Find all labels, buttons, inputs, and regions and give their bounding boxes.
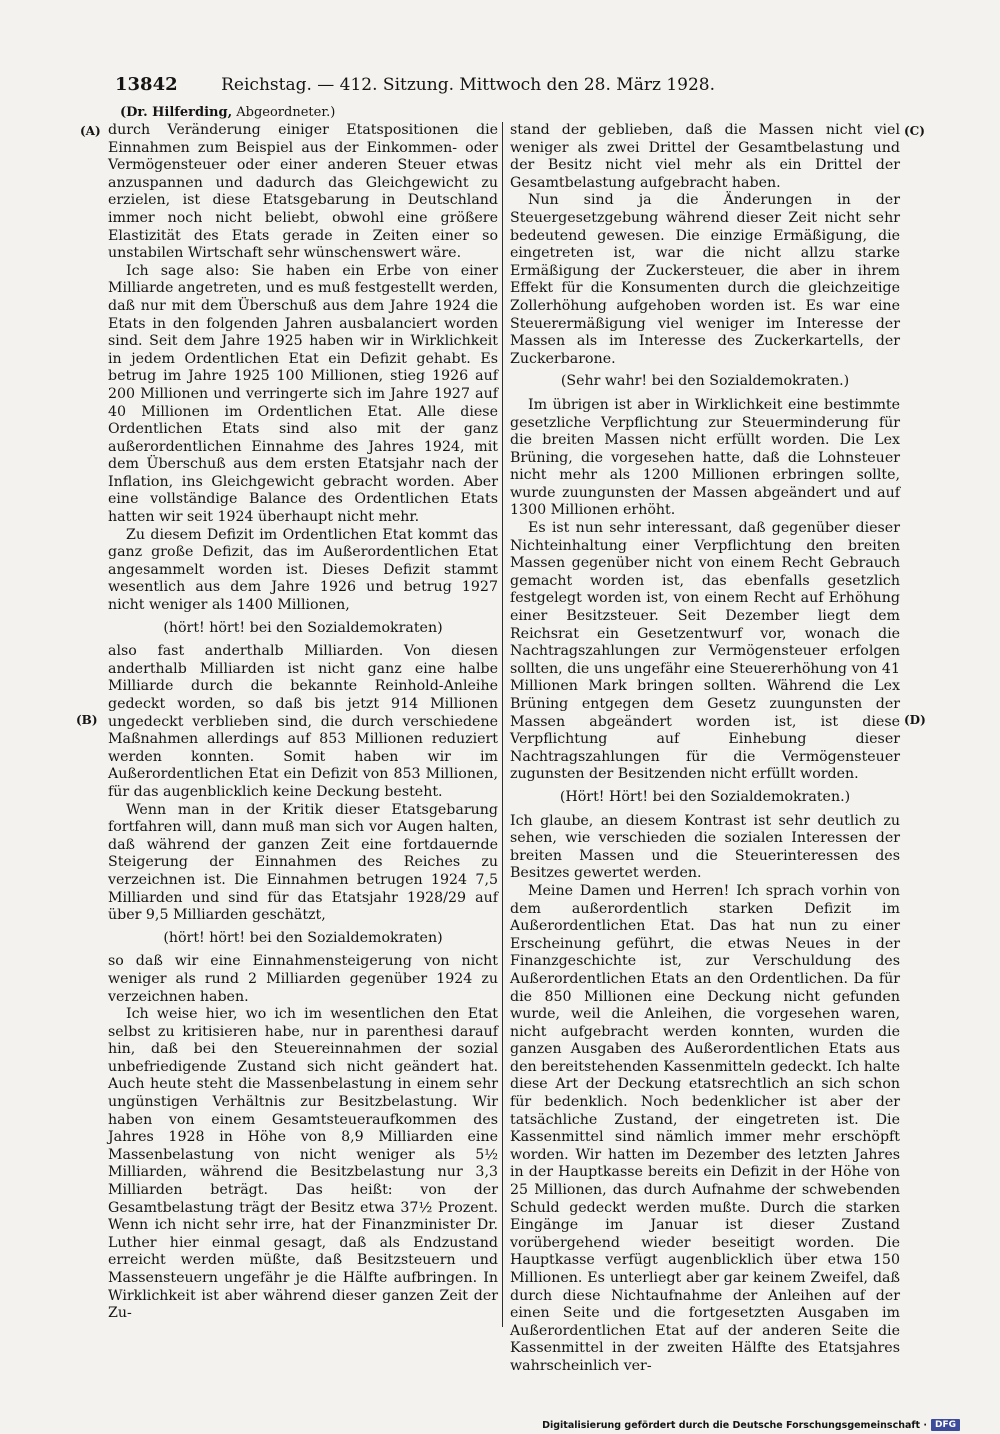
paragraph: Zu diesem Defizit im Ordentlichen Etat kommt das ganz große Defizit, das im Außerordentlichen Etat angesammelt worden ist. Dieses Defizit stammt wesentlich aus dem Jahre 1926 und betrug 1927 nicht weniger als 1400 Millionen, (108, 526, 498, 614)
margin-mark-c: (C) (904, 124, 925, 138)
interjection: (hört! hört! bei den Sozialdemokraten) (163, 619, 443, 636)
interjection: (hört! hört! bei den Sozialdemokraten) (163, 929, 443, 946)
paragraph: Ich weise hier, wo ich im wesentlichen den Etat selbst zu kritisieren habe, nur in parenthesi darauf hin, daß bei den Steuereinnahmen der sozial unbefriedigende Zustand sich nicht geändert hat. Auch heute steht die Massenbelastung in einem sehr ungünstigen Verhältnis zur Besitzbelastung. Wir haben von einem Gesamtsteueraufkommen des Jahres 1928 in Höhe von 8,9 Milliarden eine Massenbelastung von nicht weniger als 5½ Milliarden, während die Besitzbelastung nur 3,3 Milliarden beträgt. Das heißt: von der Gesamtbelastung trägt der Besitz etwa 37½ Prozent. Wenn ich nicht sehr irre, hat der Finanzminister Dr. Luther hier einmal gesagt, daß als Endzustand erreicht werden müßte, daß Besitzsteuern und Massensteuern ungefähr je die Hälfte aufbringen. In Wirklichkeit ist aber während dieser ganzen Zeit der Zu- (108, 1006, 498, 1322)
page-title: Reichstag. — 412. Sitzung. Mittwoch den 28. März 1928. (221, 75, 715, 95)
paragraph: Ich sage also: Sie haben ein Erbe von einer Milliarde angetreten, und es muß festgestellt werden, daß nur mit dem Überschuß aus dem Jahre 1924 die Etats in den folgenden Jahren ausbalanciert worden sind. Seit dem Jahre 1925 haben wir in Wirklichkeit in jedem Ordentlichen Etat ein Defizit gehabt. Es betrug im Jahre 1925 100 Millionen, stieg 1926 auf 200 Millionen und verringerte sich im Jahre 1927 auf 40 Millionen im Ordentlichen Etat. Alle diese Ordentlichen Etats sind also mit der ganz außerordentlichen Einnahme des Jahres 1924, mit dem Überschuß aus dem ersten Etatsjahr nach der Inflation, ins Gleichgewicht gebracht worden. Aber eine vollständige Balance des Ordentlichen Etats hatten wir seit 1924 überhaupt nicht mehr. (108, 262, 498, 526)
speaker-line (120, 105, 335, 120)
paragraph: Ich glaube, an diesem Kontrast ist sehr deutlich zu sehen, wie verschieden die sozialen Interessen der breiten Massen und die Steuerinteressen des Besitzes gewertet werden. (510, 812, 900, 882)
dfg-logo-icon: DFG (931, 1419, 960, 1431)
page-number: 13842 (115, 74, 178, 95)
paragraph: Nun sind ja die Änderungen in der Steuergesetzgebung während dieser Zeit nicht sehr bedeutend gewesen. Die einzige Ermäßigung, die eingetreten ist, war die nicht allzu starke Ermäßigung der Zuckersteuer, die aber in ihrem Effekt für die Konsumenten durch die gleichzeitige Zollerhöhung aufgehoben worden ist. Es war eine Steuerermäßigung viel weniger im Interesse der Massen als im Interesse des Zuckerkartells, der Zuckerbarone. (510, 192, 900, 367)
column-divider (502, 122, 503, 1327)
paragraph: also fast anderthalb Milliarden. Von diesen anderthalb Milliarden ist nicht ganz eine halbe Milliarde durch die bekannte Reinhold-Anleihe gedeckt worden, so daß bis jetzt 914 Millionen ungedeckt verblieben sind, die durch verschiedene Maßnahmen allerdings auf 853 Millionen reduziert werden konnten. Somit haben wir im Außerordentlichen Etat ein Defizit von 853 Millionen, für das augenblicklich keine Deckung besteht. (108, 643, 498, 800)
speaker-role: Abgeordneter.) (236, 105, 336, 120)
margin-mark-d: (D) (904, 713, 926, 727)
paragraph: stand der geblieben, daß die Massen nicht viel weniger als zwei Drittel der Gesamtbelastung und der Besitz nicht viel mehr als ein Drittel der Gesamtbelastung aufgebracht haben. (510, 122, 900, 191)
paragraph: Meine Damen und Herren! Ich sprach vorhin von dem außerordentlich starken Defizit im Außerordentlichen Etat. Das hat nun zu einer Erscheinung geführt, die etwas Neues in der Finanzgeschichte ist, zur Verschuldung des Außerordentlichen Etats an den Ordentlichen. Da für die 850 Millionen eine Deckung nicht gefunden wurde, weil die Anleihen, die vorgesehen waren, nicht aufgebracht werden konnten, wurden die ganzen Ausgaben des Außerordentlichen Etats aus den bereitstehenden Kassenmitteln gedeckt. Ich halte diese Art der Deckung etatsrechtlich an sich schon für bedenklich. Noch bedenklicher ist aber der tatsächliche Zustand, der eingetreten ist. Die Kassenmittel sind nämlich immer mehr erschöpft worden. Wir hatten im Dezember des letzten Jahres in der Hauptkasse bereits ein Defizit in der Höhe von 25 Millionen, das durch Aufnahme der schwebenden Schuld gedeckt werden mußte. Durch die starken Eingänge im Januar ist dieser Zustand vorübergehend wieder beseitigt worden. Die Hauptkasse verfügt augenblicklich über etwa 150 Millionen. Es unterliegt aber gar keinem Zweifel, daß durch diese Nichtaufnahme der Anleihen auf der einen Seite und die fortgesetzten Ausgaben im Außerordentlichen Etat auf der anderen Seite die Kassenmittel in der zweiten Hälfte des Etatsjahres wahrscheinlich ver- (510, 882, 900, 1374)
paragraph: so daß wir eine Einnahmensteigerung von nicht weniger als rund 2 Milliarden gegenüber 1924 zu verzeichnen haben. (108, 953, 498, 1005)
right-text-column (510, 122, 900, 1376)
footer-credit: Digitalisierung gefördert durch die Deutsche Forschungsgemeinschaft · (542, 1419, 927, 1431)
paragraph: durch Veränderung einiger Etatspositionen die Einnahmen zum Beispiel aus der Einkommen- oder Vermögensteuer oder einer anderen Steuer etwas anzuspannen und dadurch das Gleichgewicht zu erzielen, ist diese Etatsgebarung in Deutschland immer noch nicht beliebt, obwohl eine größere Elastizität des Etats gerade in Zeiten einer so unstabilen Wirtschaft sehr wünschenswert wäre. (108, 122, 498, 262)
margin-mark-a: (A) (80, 124, 101, 138)
paragraph: Es ist nun sehr interessant, daß gegenüber dieser Nichteinhaltung einer Verpflichtung den breiten Massen gegenüber nicht von einem Recht Gebrauch gemacht worden ist, das ebenfalls gesetzlich festgelegt worden ist, von einem Recht auf Erhöhung einer Besitzsteuer. Seit Dezember liegt dem Reichsrat ein Gesetzentwurf vor, wonach die Nachtragszahlungen zur Vermögensteuer erfolgen sollten, die uns ungefähr eine Steuererhöhung von 41 Millionen Mark bringen sollten. Während die Lex Brüning entgegen dem Gesetz zuungunsten der Massen abgeändert worden ist, ist diese Verpflichtung auf Einhebung dieser Nachtragszahlungen für die Vermögensteuer zugunsten der Besitzenden nicht erfüllt worden. (510, 520, 900, 783)
interjection: (Hört! Hört! bei den Sozialdemokraten.) (559, 788, 851, 805)
margin-mark-b: (B) (76, 713, 98, 727)
paragraph: Wenn man in der Kritik dieser Etatsgebarung fortfahren will, dann muß man sich vor Augen halten, daß während der ganzen Zeit eine fortdauernde Steigerung der Einnahmen des Reiches zu verzeichnen ist. Die Einnahmen betrugen 1924 7,5 Milliarden und sind für das Etatsjahr 1928/29 auf über 9,5 Milliarden geschätzt, (108, 801, 498, 924)
interjection: (Sehr wahr! bei den Sozialdemokraten.) (560, 373, 850, 390)
speaker-name: (Dr. Hilferding, (120, 105, 233, 120)
paragraph: Im übrigen ist aber in Wirklichkeit eine bestimmte gesetzliche Verpflichtung zur Steuerminderung für die breiten Massen nicht erfüllt worden. Die Lex Brüning, die vorgesehen hatte, daß die Lohnsteuer nicht mehr als 1200 Millionen erbringen sollte, wurde zuungunsten der Massen abgeändert und auf 1300 Millionen erhöht. (510, 396, 900, 519)
page-header (115, 74, 715, 100)
footer (542, 1417, 960, 1433)
left-text-column (108, 122, 498, 1323)
